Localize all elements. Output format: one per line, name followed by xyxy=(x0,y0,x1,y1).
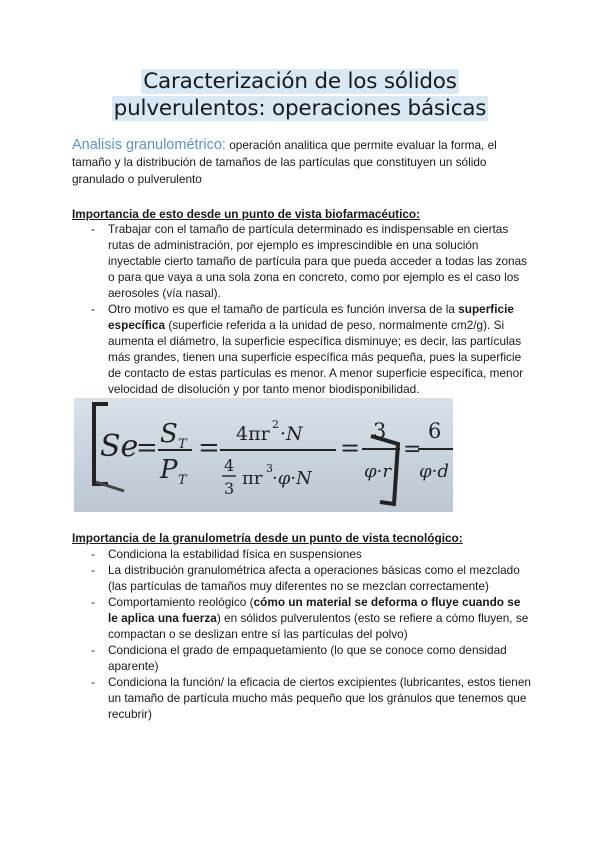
formula-three-den: 3 xyxy=(224,479,235,498)
intro-term: Analisis granulométrico: xyxy=(72,137,226,153)
list-item: - Trabajar con el tamaño de partícula determinado es indispensable en ciertas rutas de administración, por ejemplo es imprescindible en una solución inyectable cierto tamaño de partícula para que pueda acceder a todas las zonas o para que vaya a una sola zona en concreto, como por ejemplo es el caso los aerosoles (vía nasal). xyxy=(86,221,532,301)
formula-eq-3: = xyxy=(340,434,361,462)
formula-pt-sub: T xyxy=(178,473,187,488)
intro-paragraph xyxy=(72,137,532,188)
list-item: - Comportamiento reológico (cómo un material se deforma o fluye cuando se le aplica una fuerza) en sólidos pulverulentos (esto se refiere a cómo fluyen, se compactan o se deslizan entre sí las partículas del polvo) xyxy=(86,594,532,642)
page-title xyxy=(60,68,540,122)
formula-st: S xyxy=(160,419,178,449)
title-line-2: pulverulentos: operaciones básicas xyxy=(113,96,487,121)
list-item: - Otro motivo es que el tamaño de partícula es función inversa de la superficie específica (superficie referida a la unidad de peso, normalmente cm2/g). Si aumenta el diámetro, la superficie específica disminuye; es decir, las partículas más grandes, tienen una superficie específica más pequeña, pues la superficie de contacto de estas partículas es menor. A menor superficie específica, menor velocidad de disolución y por tanto menor biodisponibilidad. xyxy=(86,301,532,397)
formula-pt: P xyxy=(160,455,178,485)
formula-lhs: Se xyxy=(100,429,139,464)
biopharma-list xyxy=(86,221,532,397)
intro-text: operación analitica que permite evaluar la forma, el tamaño y la distribución de tamaños de las partículas que constituyen un sólido granulado o pulverulento xyxy=(72,138,497,186)
bold-term: cómo un material se deforma o fluye cuando se le aplica una fuerza xyxy=(108,595,521,625)
formula-three: 3 xyxy=(373,419,387,443)
formula-st-sub: T xyxy=(178,437,187,452)
list-item: - Condiciona la estabilidad física en suspensiones xyxy=(86,546,532,562)
formula-four: 4 xyxy=(224,456,235,475)
formula-exp-3: 3 xyxy=(266,462,273,475)
technological-list xyxy=(86,546,532,722)
formula-phi-d: φ·d xyxy=(419,461,449,482)
formula-exp-2: 2 xyxy=(272,418,279,431)
formula-six: 6 xyxy=(428,419,442,443)
list-item: - Condiciona la función/ la eficacia de ciertos excipientes (lubricantes, estos tienen un tamaño de partícula mucho más pequeño que los gránulos que tenemos que recubrir) xyxy=(86,674,532,722)
formula-phi-r: φ·r xyxy=(364,461,391,482)
list-item: - La distribución granulométrica afecta a operaciones básicas como el mezclado (las partículas de tamaños muy diferentes no se mezclan correctamente) xyxy=(86,562,532,594)
specific-surface-formula-image xyxy=(74,398,453,512)
formula-4pir: 4πr xyxy=(236,423,270,445)
formula-pi-r: πr xyxy=(242,468,263,489)
list-item: - Condiciona el grado de empaquetamiento (lo que se conoce como densidad aparente) xyxy=(86,642,532,674)
formula-phi-n: ·φ·N xyxy=(272,468,312,489)
section-heading-biopharma: Importancia de esto desde un punto de vista biofarmacéutico: xyxy=(72,207,421,221)
formula-dot-n: ·N xyxy=(280,423,303,445)
title-line-1: Caracterización de los sólidos xyxy=(143,69,457,94)
formula-eq-1: = xyxy=(136,433,158,463)
formula-eq-2: = xyxy=(198,433,220,463)
bold-term: superficie específica xyxy=(108,302,514,332)
formula-svg xyxy=(74,398,453,512)
section-heading-technological: Importancia de la granulometría desde un punto de vista tecnológico: xyxy=(72,531,463,545)
formula-eq-4: = xyxy=(403,437,422,462)
